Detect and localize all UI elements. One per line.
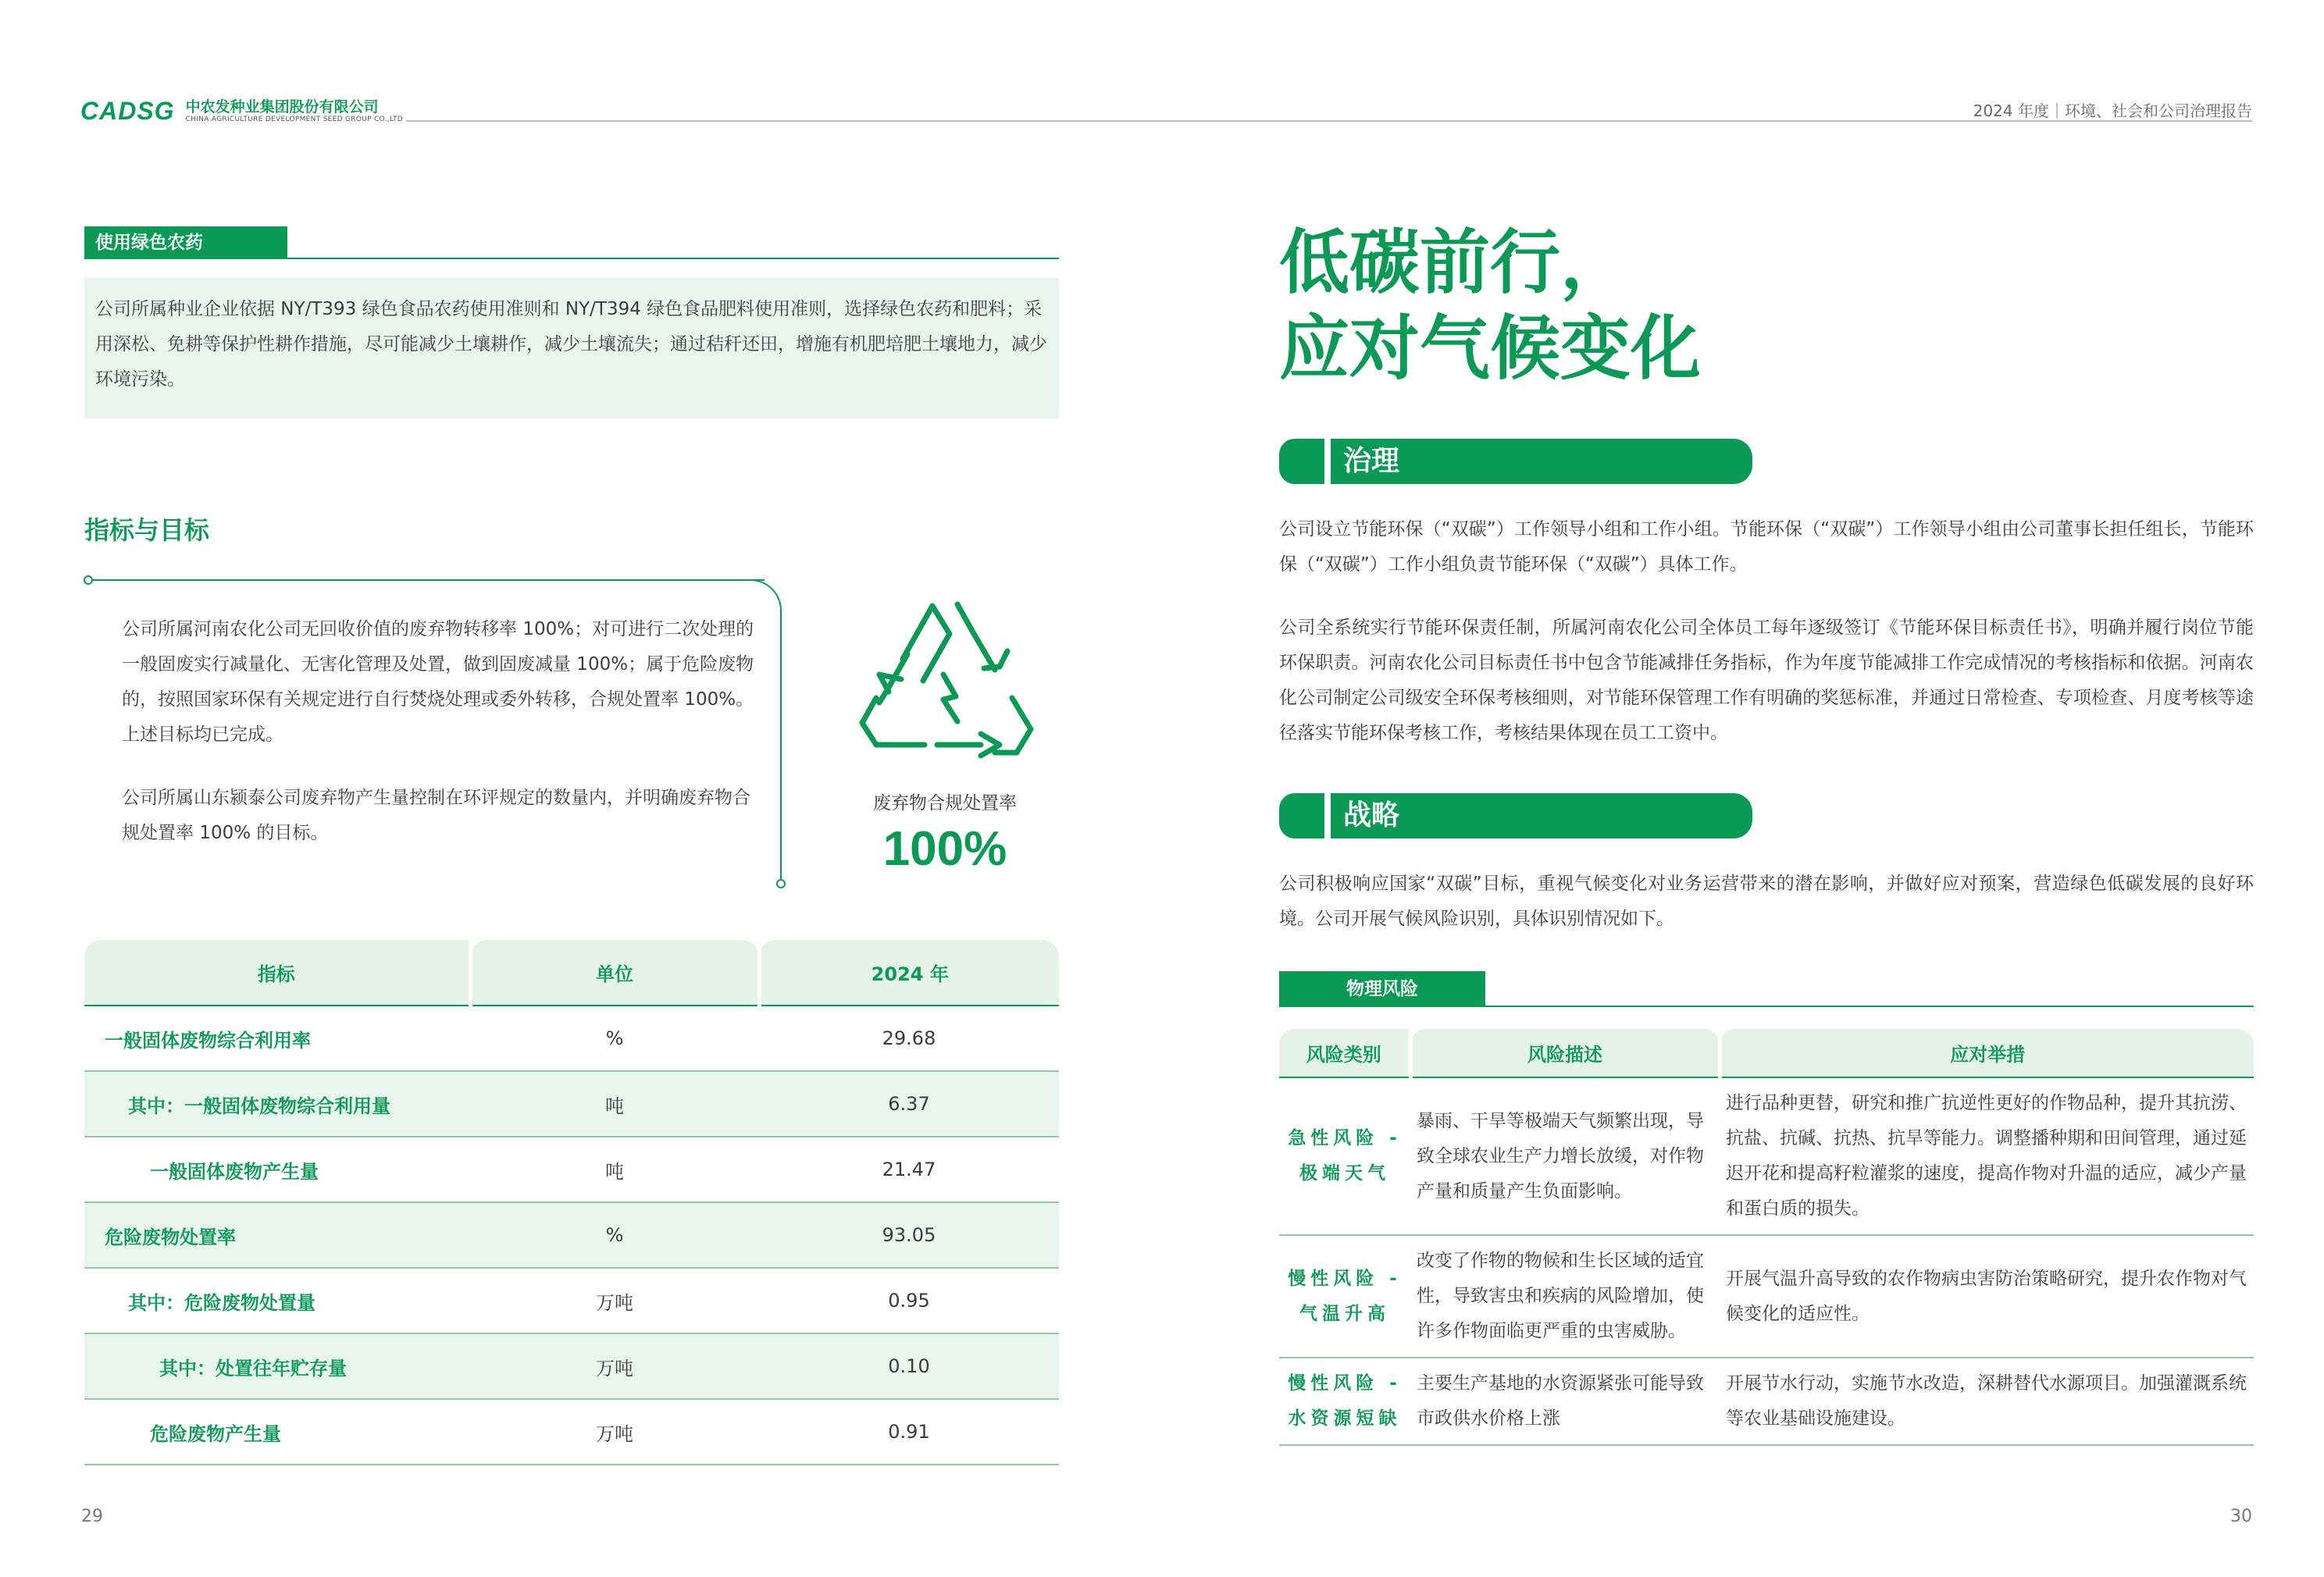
company-name-cn: 中农发种业集团股份有限公司 [185, 98, 379, 116]
page-title-line-1: 低碳前行， [1279, 222, 1631, 304]
report-title: 2024 年度｜环境、社会和公司治理报告 [1973, 101, 2252, 120]
row-value: 21.47 [759, 1137, 1059, 1202]
row-unit: % [470, 1006, 759, 1071]
row-value: 6.37 [759, 1071, 1059, 1137]
row-name: 其中：处置往年贮存量 [84, 1333, 470, 1399]
table-header-row [1279, 1029, 2254, 1077]
col-header-category: 风险类别 [1279, 1029, 1410, 1077]
row-name: 危险废物处置率 [84, 1202, 470, 1268]
col-header-indicator: 指标 [84, 940, 470, 1006]
physical-risk-underline [1485, 1006, 2254, 1007]
table-row [1279, 1358, 2254, 1445]
flow-start-dot [84, 575, 93, 585]
strategy-paragraph-1: 公司积极响应国家“双碳”目标，重视气候变化对业务运营带来的潜在影响，并做好应对预案，营造绿色低碳发展的良好环境。公司开展气候风险识别，具体识别情况如下。 [1279, 874, 2254, 929]
row-name: 危险废物产生量 [84, 1399, 470, 1465]
page-number-left: 29 [81, 1507, 103, 1526]
row-unit: 万吨 [470, 1333, 759, 1399]
page-title-line-2: 应对气候变化 [1279, 308, 1701, 390]
governance-paragraph-1: 公司设立节能环保（“双碳”）工作领导小组和工作小组。节能环保（“双碳”）工作领导小组由公司董事长担任组长，节能环保（“双碳”）工作小组负责节能环保（“双碳”）具体工作。 [1279, 519, 2254, 575]
row-unit: % [470, 1202, 759, 1268]
table-row [1279, 1235, 2254, 1358]
risk-category [1279, 1235, 1410, 1358]
col-header-description: 风险描述 [1410, 1029, 1720, 1077]
company-logo [80, 97, 403, 126]
strategy-text [1279, 867, 2254, 937]
governance-paragraph-2: 公司全系统实行节能环保责任制，所属河南农化公司全体员工每年逐级签订《节能环保目标责任书》，明确并履行岗位节能环保职责。河南农化公司目标责任书中包含节能减排任务指标，作为年度节能减排工作完成情况的考核指标和依据。河南农化公司制定公司级安全环保考核细则，对节能环保管理工作有明确的奖惩标准，并通过日常检查、专项检查、月度考核等途径落实节能环保考核工作，考核结果体现在员工工资中。 [1279, 618, 2254, 743]
table-row [84, 1071, 1059, 1137]
row-value: 0.10 [759, 1333, 1059, 1399]
stat-label: 废弃物合规处置率 [873, 793, 1017, 813]
flow-end-dot [776, 879, 786, 888]
table-row [84, 1137, 1059, 1202]
row-unit: 吨 [470, 1071, 759, 1137]
recycle-icon [856, 596, 1037, 768]
flow-line-top [93, 579, 765, 581]
row-unit: 万吨 [470, 1268, 759, 1333]
col-header-year: 2024 年 [759, 940, 1059, 1006]
table-row [84, 1333, 1059, 1399]
risk-category-type: 急性风险 - [1288, 1128, 1402, 1148]
table-row [84, 1006, 1059, 1071]
risk-category-name: 水资源短缺 [1288, 1408, 1402, 1429]
row-value: 0.91 [759, 1399, 1059, 1465]
risk-category [1279, 1358, 1410, 1445]
row-value: 0.95 [759, 1268, 1059, 1333]
row-name: 一般固体废物综合利用率 [84, 1006, 470, 1071]
row-name: 其中：一般固体废物综合利用量 [84, 1071, 470, 1137]
risk-description: 主要生产基地的水资源紧张可能导致市政供水价格上涨 [1410, 1358, 1720, 1445]
risk-category-name: 气温升高 [1299, 1303, 1390, 1324]
company-name-en: CHINA AGRICULTURE DEVELOPMENT SEED GROUP CO.,LTD [185, 116, 404, 123]
physical-risk-table [1279, 1029, 2254, 1446]
targets-paragraph-1: 公司所属河南农化公司无回收价值的废弃物转移率 100%；对可进行二次处理的一般固废实行减量化、无害化管理及处置，做到固废减量 100%；属于危险废物的，按照国家环保有关规定进行自行焚烧处理或委外转移，合规处置率 100%。上述目标均已完成。 [122, 619, 754, 745]
row-value: 29.68 [759, 1006, 1059, 1071]
col-header-unit: 单位 [470, 940, 759, 1006]
green-pesticide-text: 公司所属种业企业依据 NY/T393 绿色食品农药使用准则和 NY/T394 绿色食品肥料使用准则，选择绿色农药和肥料；采用深松、免耕等保护性耕作措施，尽可能减少土壤耕作，减少土壤流失；通过秸秆还田，增施有机肥培肥土壤地力，减少环境污染。 [84, 278, 1059, 418]
logo-mark: CADSG [80, 97, 175, 125]
heading-bar-stub [1279, 439, 1324, 484]
governance-text [1279, 512, 2254, 751]
row-name: 一般固体废物产生量 [84, 1137, 470, 1202]
waste-indicator-table [84, 940, 1059, 1465]
risk-category-type: 慢性风险 - [1288, 1268, 1402, 1289]
physical-risk-tag: 物理风险 [1279, 971, 1485, 1007]
risk-description: 暴雨、干旱等极端天气频繁出现，导致全球农业生产力增长放缓，对作物产量和质量产生负面影响。 [1410, 1077, 1720, 1235]
risk-category-type: 慢性风险 - [1288, 1373, 1402, 1394]
flow-line-right [780, 609, 782, 881]
flow-line-corner [749, 579, 782, 612]
row-name: 其中：危险废物处置量 [84, 1268, 470, 1333]
page-title [1279, 220, 1701, 392]
table-row [84, 1268, 1059, 1333]
governance-heading: 治理 [1331, 439, 1752, 484]
page-number-right: 30 [2230, 1507, 2252, 1526]
table-row [1279, 1077, 2254, 1235]
stat-value: 100% [882, 822, 1007, 876]
strategy-heading: 战略 [1331, 793, 1752, 838]
risk-measures: 开展气温升高导致的农作物病虫害防治策略研究，提升农作物对气候变化的适应性。 [1720, 1235, 2254, 1358]
table-row [84, 1202, 1059, 1268]
table-row [84, 1399, 1059, 1465]
row-unit: 吨 [470, 1137, 759, 1202]
heading-bar-stub [1279, 793, 1324, 838]
targets-heading: 指标与目标 [84, 515, 210, 545]
col-header-measures: 应对举措 [1720, 1029, 2254, 1077]
tag-underline [287, 258, 1059, 259]
row-value: 93.05 [759, 1202, 1059, 1268]
targets-text [122, 612, 756, 851]
risk-measures: 开展节水行动，实施节水改造，深耕替代水源项目。加强灌溉系统等农业基础设施建设。 [1720, 1358, 2254, 1445]
risk-category-name: 极端天气 [1299, 1163, 1390, 1184]
risk-measures: 进行品种更替，研究和推广抗逆性更好的作物品种，提升其抗涝、抗盐、抗碱、抗热、抗旱等能力。调整播种期和田间管理，通过延迟开花和提高籽粒灌浆的速度，提高作物对升温的适应，减少产量和蛋白质的损失。 [1720, 1077, 2254, 1235]
targets-paragraph-2: 公司所属山东颍泰公司废弃物产生量控制在环评规定的数量内，并明确废弃物合规处置率 100% 的目标。 [122, 788, 750, 843]
risk-category [1279, 1077, 1410, 1235]
table-header-row [84, 940, 1059, 1006]
risk-description: 改变了作物的物候和生长区域的适宜性，导致害虫和疾病的风险增加，使许多作物面临更严重的虫害威胁。 [1410, 1235, 1720, 1358]
green-pesticide-tag: 使用绿色农药 [84, 226, 287, 259]
row-unit: 万吨 [470, 1399, 759, 1465]
